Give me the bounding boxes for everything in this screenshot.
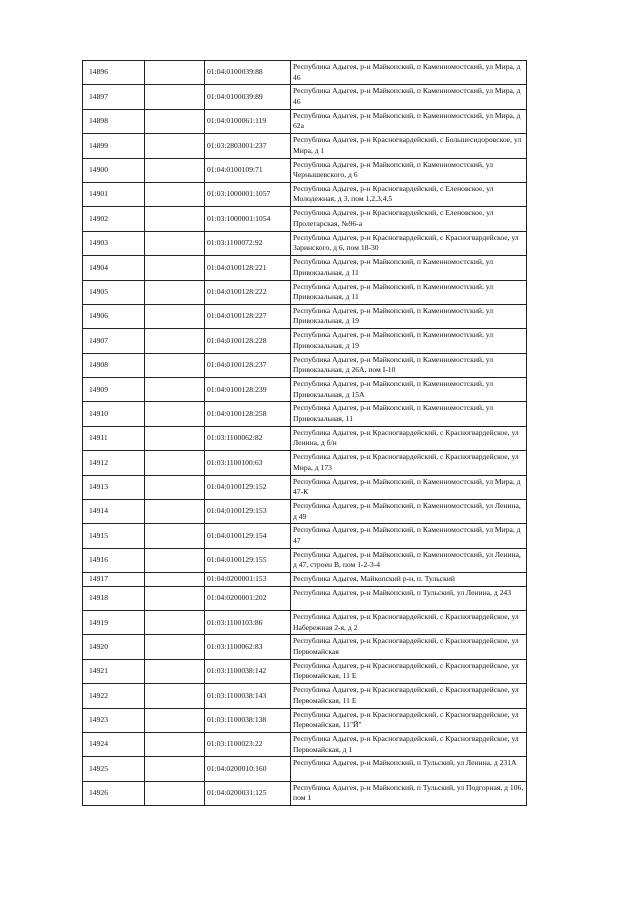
row-number-cell: 14919 bbox=[83, 611, 145, 635]
table-row bbox=[83, 733, 527, 757]
row-number-cell: 14911 bbox=[83, 426, 145, 450]
row-number-cell: 14914 bbox=[83, 500, 145, 524]
cadastral-number-cell: 01:03:1100038:143 bbox=[205, 684, 291, 708]
table-row bbox=[83, 708, 527, 732]
empty-cell bbox=[145, 280, 205, 304]
empty-cell bbox=[145, 329, 205, 353]
table-row bbox=[83, 329, 527, 353]
cadastral-number-cell: 01:04:0100128:227 bbox=[205, 304, 291, 328]
address-cell: Республика Адыгея, р-н Красногвардейский, с Еленовское, ул Пролетарская, №96-а bbox=[291, 207, 527, 231]
row-number-cell: 14902 bbox=[83, 207, 145, 231]
address-cell: Республика Адыгея, р-н Красногвардейский, с Красногвардейское, ул Первомайская bbox=[291, 635, 527, 659]
empty-cell bbox=[145, 757, 205, 781]
empty-cell bbox=[145, 182, 205, 206]
row-number-cell: 14903 bbox=[83, 231, 145, 255]
address-cell: Республика Адыгея, р-н Красногвардейский, с Красногвардейское, ул Первомайская, 11 Е bbox=[291, 659, 527, 683]
cadastral-number-cell: 01:03:1100062:83 bbox=[205, 635, 291, 659]
address-cell: Республика Адыгея, Майкопский р-н, п. Тульский bbox=[291, 573, 527, 587]
table-row bbox=[83, 451, 527, 475]
address-cell: Республика Адыгея, р-н Красногвардейский, с Еленовское, ул Молодежная, д 3, пом 1,2,3,4,5 bbox=[291, 182, 527, 206]
address-cell: Республика Адыгея, р-н Майкопский, п Каменномостский, ул Чернышевского, д 6 bbox=[291, 158, 527, 182]
row-number-cell: 14904 bbox=[83, 256, 145, 280]
cadastral-number-cell: 01:04:0100109:71 bbox=[205, 158, 291, 182]
row-number-cell: 14901 bbox=[83, 182, 145, 206]
cadastral-number-cell: 01:04:0200001:202 bbox=[205, 586, 291, 610]
empty-cell bbox=[145, 61, 205, 85]
row-number-cell: 14925 bbox=[83, 757, 145, 781]
empty-cell bbox=[145, 611, 205, 635]
empty-cell bbox=[145, 708, 205, 732]
row-number-cell: 14908 bbox=[83, 353, 145, 377]
property-register-table bbox=[82, 60, 527, 806]
cadastral-number-cell: 01:03:1100100:63 bbox=[205, 451, 291, 475]
table-row bbox=[83, 524, 527, 548]
cadastral-number-cell: 01:04:0100128:222 bbox=[205, 280, 291, 304]
table-row bbox=[83, 426, 527, 450]
table-row bbox=[83, 353, 527, 377]
row-number-cell: 14910 bbox=[83, 402, 145, 426]
empty-cell bbox=[145, 733, 205, 757]
row-number-cell: 14909 bbox=[83, 378, 145, 402]
table-row bbox=[83, 402, 527, 426]
empty-cell bbox=[145, 684, 205, 708]
address-cell: Республика Адыгея, р-н Майкопский, п Каменномостский, ул Привокзальная, д 26А, пом I-10 bbox=[291, 353, 527, 377]
address-cell: Республика Адыгея, р-н Майкопский, п Каменномостский, ул Привокзальная, д 11 bbox=[291, 256, 527, 280]
cadastral-number-cell: 01:03:1100062:82 bbox=[205, 426, 291, 450]
row-number-cell: 14918 bbox=[83, 586, 145, 610]
cadastral-number-cell: 01:03:1100038:138 bbox=[205, 708, 291, 732]
empty-cell bbox=[145, 256, 205, 280]
table-row bbox=[83, 158, 527, 182]
empty-cell bbox=[145, 304, 205, 328]
empty-cell bbox=[145, 353, 205, 377]
cadastral-number-cell: 01:04:0100039:88 bbox=[205, 61, 291, 85]
table-row bbox=[83, 781, 527, 805]
address-cell: Республика Адыгея, р-н Красногвардейский, с Красногвардейское, ул Первомайская, 11 Е bbox=[291, 684, 527, 708]
table-body bbox=[83, 61, 527, 806]
cadastral-number-cell: 01:04:0100128:258 bbox=[205, 402, 291, 426]
empty-cell bbox=[145, 475, 205, 499]
empty-cell bbox=[145, 659, 205, 683]
address-cell: Республика Адыгея, р-н Майкопский, п Тульский, ул Подгорная, д 106, пом 1 bbox=[291, 781, 527, 805]
row-number-cell: 14917 bbox=[83, 573, 145, 587]
cadastral-number-cell: 01:03:1000001:1054 bbox=[205, 207, 291, 231]
row-number-cell: 14897 bbox=[83, 85, 145, 109]
address-cell: Республика Адыгея, р-н Красногвардейский, с Красногвардейское, ул Первомайская, 11"Й" bbox=[291, 708, 527, 732]
table-row bbox=[83, 611, 527, 635]
row-number-cell: 14907 bbox=[83, 329, 145, 353]
address-cell: Республика Адыгея, р-н Майкопский, п Каменномостский, ул Мира, д 62а bbox=[291, 109, 527, 133]
table-row bbox=[83, 684, 527, 708]
address-cell: Республика Адыгея, р-н Красногвардейский, с Красногвардейское, ул Первомайская, д 1 bbox=[291, 733, 527, 757]
table-row bbox=[83, 256, 527, 280]
cadastral-number-cell: 01:03:2803001:237 bbox=[205, 134, 291, 158]
table-row bbox=[83, 207, 527, 231]
row-number-cell: 14915 bbox=[83, 524, 145, 548]
empty-cell bbox=[145, 548, 205, 572]
address-cell: Республика Адыгея, р-н Красногвардейский, с Большесидоровское, ул Мира, д 1 bbox=[291, 134, 527, 158]
empty-cell bbox=[145, 158, 205, 182]
address-cell: Республика Адыгея, р-н Майкопский, п Каменномостский, ул Ленина, д 47, строен В, пом 1-2-3-4 bbox=[291, 548, 527, 572]
table-row bbox=[83, 757, 527, 781]
table-row bbox=[83, 134, 527, 158]
address-cell: Республика Адыгея, р-н Майкопский, п Каменномостский, ул Привокзальная, д 15А bbox=[291, 378, 527, 402]
row-number-cell: 14921 bbox=[83, 659, 145, 683]
cadastral-number-cell: 01:04:0100128:228 bbox=[205, 329, 291, 353]
cadastral-number-cell: 01:04:0100128:221 bbox=[205, 256, 291, 280]
address-cell: Республика Адыгея, р-н Майкопский, п Тульский, ул Ленина, д 231А bbox=[291, 757, 527, 781]
address-cell: Республика Адыгея, р-н Майкопский, п Каменномостский, ул Мира, д 47-К bbox=[291, 475, 527, 499]
empty-cell bbox=[145, 524, 205, 548]
row-number-cell: 14900 bbox=[83, 158, 145, 182]
empty-cell bbox=[145, 451, 205, 475]
row-number-cell: 14924 bbox=[83, 733, 145, 757]
address-cell: Республика Адыгея, р-н Красногвардейский, с Красногвардейское, ул Мира, д 173 bbox=[291, 451, 527, 475]
address-cell: Республика Адыгея, р-н Красногвардейский, с Красногвардейское, ул Набережная 2-я, д 2 bbox=[291, 611, 527, 635]
row-number-cell: 14905 bbox=[83, 280, 145, 304]
table-row bbox=[83, 548, 527, 572]
cadastral-number-cell: 01:04:0100129:155 bbox=[205, 548, 291, 572]
table-row bbox=[83, 280, 527, 304]
cadastral-number-cell: 01:04:0200031:125 bbox=[205, 781, 291, 805]
table-row bbox=[83, 573, 527, 587]
table-row bbox=[83, 304, 527, 328]
address-cell: Республика Адыгея, р-н Майкопский, п Каменномостский, ул Привокзальная, 11 bbox=[291, 402, 527, 426]
empty-cell bbox=[145, 109, 205, 133]
empty-cell bbox=[145, 781, 205, 805]
cadastral-number-cell: 01:03:1100023:22 bbox=[205, 733, 291, 757]
empty-cell bbox=[145, 85, 205, 109]
row-number-cell: 14916 bbox=[83, 548, 145, 572]
table-row bbox=[83, 231, 527, 255]
address-cell: Республика Адыгея, р-н Майкопский, п Тульский, ул Ленина, д 243 bbox=[291, 586, 527, 610]
empty-cell bbox=[145, 635, 205, 659]
row-number-cell: 14906 bbox=[83, 304, 145, 328]
address-cell: Республика Адыгея, р-н Майкопский, п Каменномостский, ул Мира, д 46 bbox=[291, 61, 527, 85]
empty-cell bbox=[145, 378, 205, 402]
cadastral-number-cell: 01:04:0100039:89 bbox=[205, 85, 291, 109]
address-cell: Республика Адыгея, р-н Красногвардейский, с Красногвардейское, ул Заринского, д 6, пом 18-30 bbox=[291, 231, 527, 255]
address-cell: Республика Адыгея, р-н Майкопский, п Каменномостский, ул Привокзальная, д 19 bbox=[291, 304, 527, 328]
table-row bbox=[83, 109, 527, 133]
empty-cell bbox=[145, 586, 205, 610]
address-cell: Республика Адыгея, р-н Майкопский, п Каменномостский, ул Привокзальная, д 11 bbox=[291, 280, 527, 304]
cadastral-number-cell: 01:04:0100129:154 bbox=[205, 524, 291, 548]
cadastral-number-cell: 01:04:0100129:152 bbox=[205, 475, 291, 499]
row-number-cell: 14920 bbox=[83, 635, 145, 659]
address-cell: Республика Адыгея, р-н Майкопский, п Каменномостский, ул Мира, д 47 bbox=[291, 524, 527, 548]
empty-cell bbox=[145, 231, 205, 255]
row-number-cell: 14923 bbox=[83, 708, 145, 732]
address-cell: Республика Адыгея, р-н Майкопский, п Каменномостский, ул Привокзальная, д 19 bbox=[291, 329, 527, 353]
row-number-cell: 14898 bbox=[83, 109, 145, 133]
row-number-cell: 14913 bbox=[83, 475, 145, 499]
cadastral-number-cell: 01:04:0100128:237 bbox=[205, 353, 291, 377]
cadastral-number-cell: 01:03:1100103:86 bbox=[205, 611, 291, 635]
empty-cell bbox=[145, 426, 205, 450]
cadastral-number-cell: 01:04:0200001:153 bbox=[205, 573, 291, 587]
row-number-cell: 14926 bbox=[83, 781, 145, 805]
address-cell: Республика Адыгея, р-н Майкопский, п Каменномостский, ул Мира, д 46 bbox=[291, 85, 527, 109]
cadastral-number-cell: 01:04:0200010:160 bbox=[205, 757, 291, 781]
cadastral-number-cell: 01:04:0100128:239 bbox=[205, 378, 291, 402]
table-row bbox=[83, 500, 527, 524]
table-row bbox=[83, 182, 527, 206]
empty-cell bbox=[145, 402, 205, 426]
row-number-cell: 14922 bbox=[83, 684, 145, 708]
empty-cell bbox=[145, 573, 205, 587]
address-cell: Республика Адыгея, р-н Майкопский, п Каменномостский, ул Ленина, д 49 bbox=[291, 500, 527, 524]
table-row bbox=[83, 475, 527, 499]
table-row bbox=[83, 378, 527, 402]
empty-cell bbox=[145, 134, 205, 158]
table-row bbox=[83, 635, 527, 659]
address-cell: Республика Адыгея, р-н Красногвардейский, с Красногвардейское, ул Ленина, д б/н bbox=[291, 426, 527, 450]
cadastral-number-cell: 01:04:0100129:153 bbox=[205, 500, 291, 524]
row-number-cell: 14899 bbox=[83, 134, 145, 158]
empty-cell bbox=[145, 500, 205, 524]
row-number-cell: 14912 bbox=[83, 451, 145, 475]
table-row bbox=[83, 61, 527, 85]
empty-cell bbox=[145, 207, 205, 231]
table-row bbox=[83, 85, 527, 109]
table-row bbox=[83, 586, 527, 610]
cadastral-number-cell: 01:03:1100038:142 bbox=[205, 659, 291, 683]
cadastral-number-cell: 01:03:1100072:92 bbox=[205, 231, 291, 255]
cadastral-number-cell: 01:03:1000001:1057 bbox=[205, 182, 291, 206]
row-number-cell: 14896 bbox=[83, 61, 145, 85]
cadastral-number-cell: 01:04:0100061:119 bbox=[205, 109, 291, 133]
table-row bbox=[83, 659, 527, 683]
